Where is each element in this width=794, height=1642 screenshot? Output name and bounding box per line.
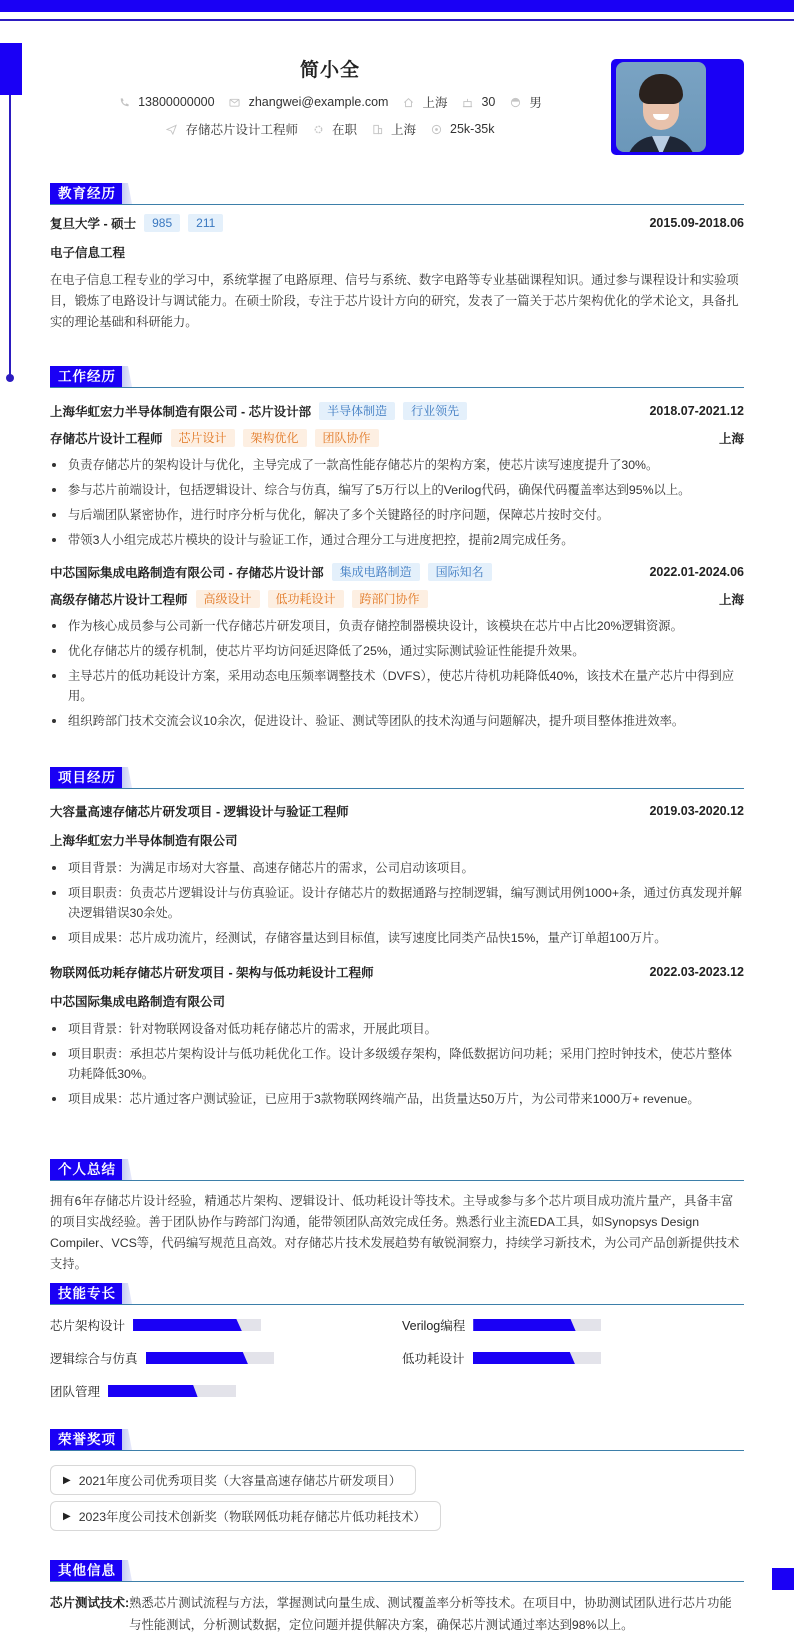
- company-tag: 集成电路制造: [332, 563, 420, 581]
- project-name: 物联网低功耗存储芯片研发项目 - 架构与低功耗设计工程师: [50, 966, 374, 980]
- contact-residence: [402, 93, 447, 111]
- intent-position-value: 存储芯片设计工程师: [185, 123, 298, 137]
- school-name: 复旦大学 - 硕士: [50, 217, 137, 231]
- school-tag: 211: [188, 214, 223, 232]
- section-title-tail: [122, 1429, 132, 1450]
- skill-item: [50, 1381, 402, 1401]
- skill-name: 逻辑综合与仿真: [50, 1352, 138, 1366]
- education-description: 在电子信息工程专业的学习中，系统掌握了电路原理、信号与系统、数字电路等专业基础课程知识。通过参与课程设计和实验项目，锻炼了电路设计与调试能力。在硕士阶段，专注于芯片设计方向的研究，发表了一篇关于芯片架构优化的学术论文，具备扎实的理论基础和科研能力。: [50, 273, 739, 329]
- work-date: 2018.07-2021.12: [649, 404, 744, 418]
- contact-age: [461, 95, 495, 109]
- section-title-tail: [122, 183, 132, 204]
- skill-item: [402, 1315, 744, 1335]
- intent-position: [165, 120, 298, 138]
- left-timeline-dot: [6, 374, 14, 382]
- award-item[interactable]: [50, 1465, 416, 1495]
- project-bullet: 项目职责：承担芯片架构设计与低功耗优化工作。设计多级缓存架构，降低数据访问功耗；采用门控时钟技术，使芯片整体功耗降低30%。: [50, 1044, 744, 1084]
- position-tag: 低功耗设计: [268, 590, 344, 608]
- work-date: 2022.01-2024.06: [649, 565, 744, 579]
- section-title: 项目经历: [50, 767, 124, 788]
- skill-item: [50, 1315, 402, 1335]
- other-info-text: 熟悉芯片测试流程与方法，掌握测试向量生成、测试覆盖率分析等技术。在项目中，协助测试团队进行芯片功能与性能测试，分析测试数据，定位问题并提供解决方案，确保芯片测试通过率达到98%以上。: [129, 1596, 732, 1632]
- intent-status: [312, 120, 357, 138]
- position-tag: 高级设计: [196, 590, 260, 608]
- contact-phone: [118, 95, 214, 109]
- project-date: 2022.03-2023.12: [649, 965, 744, 979]
- resume-header: [50, 56, 610, 139]
- section-title-tail: [122, 1159, 132, 1180]
- other-info-row: [50, 1592, 744, 1636]
- section-title: 教育经历: [50, 183, 124, 204]
- project-item: [50, 801, 744, 948]
- section-title: 技能专长: [50, 1283, 124, 1304]
- summary-section: [50, 1159, 744, 1275]
- section-title-tail: [122, 767, 132, 788]
- project-bullet: 项目职责：负责芯片逻辑设计与仿真验证。设计存储芯片的数据通路与控制逻辑，编写测试用例1000+条，通过仿真发现并解决逻辑错误30余处。: [50, 883, 744, 923]
- work-bullet: 组织跨部门技术交流会议10余次，促进设计、验证、测试等团队的技术沟通与问题解决，提升项目整体推进效率。: [50, 711, 744, 731]
- company-name: 上海华虹宏力半导体制造有限公司 - 芯片设计部: [50, 405, 312, 419]
- intent-salary-value: 25k-35k: [450, 122, 495, 136]
- section-title: 个人总结: [50, 1159, 124, 1180]
- work-location: 上海: [718, 432, 744, 446]
- project-section: [50, 767, 744, 1114]
- skill-name: 芯片架构设计: [50, 1319, 126, 1333]
- project-title-row: [50, 962, 744, 982]
- skill-bar: [108, 1385, 236, 1397]
- work-bullets: [50, 616, 744, 731]
- intent-row: [50, 119, 610, 139]
- skill-bar: [473, 1319, 601, 1331]
- summary-text: 拥有6年存储芯片设计经验，精通芯片架构、逻辑设计、低功耗设计等技术。主导或参与多个芯片项目成功流片量产，具备丰富的项目实战经验。善于团队协作与跨部门沟通，能带领团队高效完成任务。熟悉行业主流EDA工具，如Synopsys Design Compiler、VCS等，代码编写规范且高效。对存储芯片技术发展趋势有敏锐洞察力，持续学习新技术，为公司产品创新提供技术支持。: [50, 1194, 740, 1271]
- mail-icon: [229, 96, 241, 108]
- skill-item: [50, 1348, 402, 1368]
- award-text: 2023年度公司技术创新奖（物联网低功耗存储芯片低功耗技术）: [78, 1510, 426, 1524]
- residence-value: 上海: [422, 96, 448, 110]
- right-accent-block: [772, 1568, 794, 1590]
- company-name: 中芯国际集成电路制造有限公司 - 存储芯片设计部: [50, 566, 324, 580]
- building-icon: [371, 123, 383, 135]
- status-icon: [312, 123, 324, 135]
- triangle-right-icon: ▶: [63, 1510, 71, 1522]
- education-date: 2015.09-2018.06: [649, 216, 744, 230]
- contact-email: [229, 95, 389, 109]
- skills-section: [50, 1283, 744, 1401]
- section-title: 工作经历: [50, 366, 124, 387]
- work-position-row: [50, 428, 744, 448]
- top-accent-bar: [0, 0, 794, 12]
- project-date: 2019.03-2020.12: [649, 804, 744, 818]
- position-tag: 团队协作: [315, 429, 379, 447]
- project-bullet: 项目背景：为满足市场对大容量、高速存储芯片的需求，公司启动该项目。: [50, 858, 744, 878]
- work-item: [50, 562, 744, 731]
- intent-salary: [430, 122, 494, 136]
- company-tag: 行业领先: [403, 402, 467, 420]
- skill-bar-fill: [108, 1385, 198, 1397]
- company-tag: 国际知名: [428, 563, 492, 581]
- phone-value: 13800000000: [138, 95, 215, 109]
- section-title-tail: [122, 1560, 132, 1581]
- skill-name: Verilog编程: [402, 1319, 466, 1333]
- project-bullet: 项目成果：芯片通过客户测试验证，已应用于3款物联网终端产品，出货量达50万片，为公司带来1000万+ revenue。: [50, 1089, 744, 1109]
- work-bullet: 优化存储芯片的缓存机制，使芯片平均访问延迟降低了25%，通过实际测试验证性能提升效果。: [50, 641, 744, 661]
- skill-bar-fill: [146, 1352, 248, 1364]
- phone-icon: [118, 96, 130, 108]
- section-header: [50, 1429, 744, 1451]
- send-icon: [165, 123, 177, 135]
- section-header: [50, 1560, 744, 1582]
- other-section: [50, 1560, 744, 1636]
- project-company: 上海华虹宏力半导体制造有限公司: [50, 834, 238, 848]
- work-bullet: 主导芯片的低功耗设计方案，采用动态电压频率调整技术（DVFS），使芯片待机功耗降低40%，该技术在量产芯片中得到应用。: [50, 666, 744, 706]
- section-header: [50, 1283, 744, 1305]
- major-row: [50, 242, 744, 262]
- skills-grid: [50, 1315, 744, 1401]
- gender-value: 男: [529, 96, 542, 110]
- education-section: [50, 183, 744, 333]
- work-bullet: 参与芯片前端设计，包括逻辑设计、综合与仿真，编写了5万行以上的Verilog代码，确保代码覆盖率达到95%以上。: [50, 480, 744, 500]
- other-info-label: 芯片测试技术:: [50, 1596, 130, 1610]
- contact-gender: [509, 93, 542, 111]
- awards-section: [50, 1429, 744, 1537]
- home-icon: [402, 96, 414, 108]
- position-name: 高级存储芯片设计工程师: [50, 593, 188, 607]
- photo-frame: [611, 59, 744, 155]
- work-section: [50, 366, 744, 736]
- intent-city: [371, 120, 416, 138]
- work-location: 上海: [718, 593, 744, 607]
- triangle-right-icon: ▶: [63, 1474, 71, 1486]
- position-tag: 架构优化: [243, 429, 307, 447]
- project-company-row: [50, 991, 744, 1011]
- school-tag: 985: [144, 214, 180, 232]
- intent-status-value: 在职: [332, 123, 358, 137]
- skill-item: [402, 1348, 744, 1368]
- project-company-row: [50, 830, 744, 850]
- work-bullet: 与后端团队紧密协作，进行时序分析与优化，解决了多个关键路径的时序问题，保障芯片按时交付。: [50, 505, 744, 525]
- candidate-name: 简小全: [299, 60, 360, 81]
- work-position-row: [50, 589, 744, 609]
- section-title-tail: [122, 366, 132, 387]
- skill-bar-fill: [473, 1319, 575, 1331]
- position-tag: 跨部门协作: [352, 590, 428, 608]
- age-value: 30: [481, 95, 496, 109]
- skill-bar-fill: [133, 1319, 242, 1331]
- awards-list: [50, 1465, 744, 1537]
- project-bullets: [50, 1019, 744, 1109]
- project-title-row: [50, 801, 744, 821]
- section-title: 其他信息: [50, 1560, 124, 1581]
- skill-bar: [473, 1352, 601, 1364]
- email-value: zhangwei@example.com: [248, 95, 389, 109]
- section-header: [50, 183, 744, 205]
- major: 电子信息工程: [50, 246, 126, 260]
- section-header: [50, 366, 744, 388]
- project-bullets: [50, 858, 744, 948]
- section-title-tail: [122, 1283, 132, 1304]
- project-bullet: 项目成果：芯片成功流片，经测试，存储容量达到目标值，读写速度比同类产品快15%，量产订单超100万片。: [50, 928, 744, 948]
- section-header: [50, 1159, 744, 1181]
- skill-name: 低功耗设计: [402, 1352, 465, 1366]
- skill-bar: [146, 1352, 274, 1364]
- work-bullets: [50, 455, 744, 550]
- work-bullet: 负责存储芯片的架构设计与优化，主导完成了一款高性能存储芯片的架构方案，使芯片读写速度提升了30%。: [50, 455, 744, 475]
- left-accent-block: [0, 43, 22, 95]
- work-item: [50, 401, 744, 550]
- position-tag: 芯片设计: [171, 429, 235, 447]
- work-bullet: 作为核心成员参与公司新一代存储芯片研发项目，负责存储控制器模块设计，该模块在芯片中占比20%逻辑资源。: [50, 616, 744, 636]
- left-timeline-line: [9, 95, 11, 377]
- award-item[interactable]: [50, 1501, 441, 1531]
- skill-bar: [133, 1319, 261, 1331]
- project-bullet: 项目背景：针对物联网设备对低功耗存储芯片的需求，开展此项目。: [50, 1019, 744, 1039]
- project-item: [50, 962, 744, 1109]
- project-company: 中芯国际集成电路制造有限公司: [50, 995, 226, 1009]
- skill-bar-fill: [473, 1352, 575, 1364]
- top-accent-line: [0, 19, 794, 21]
- award-text: 2021年度公司优秀项目奖（大容量高速存储芯片研发项目）: [78, 1474, 402, 1488]
- project-name: 大容量高速存储芯片研发项目 - 逻辑设计与验证工程师: [50, 805, 349, 819]
- section-title: 荣誉奖项: [50, 1429, 124, 1450]
- skill-name: 团队管理: [50, 1385, 101, 1399]
- avatar-photo: [616, 62, 706, 152]
- salary-icon: [430, 123, 442, 135]
- contact-row: [50, 92, 610, 112]
- work-bullet: 带领3人小组完成芯片模块的设计与验证工作，通过合理分工与进度把控，提前2周完成任务。: [50, 530, 744, 550]
- education-row: [50, 213, 744, 233]
- gender-icon: [509, 96, 521, 108]
- age-icon: [461, 96, 473, 108]
- work-company-row: [50, 401, 744, 421]
- company-tag: 半导体制造: [319, 402, 395, 420]
- section-header: [50, 767, 744, 789]
- position-name: 存储芯片设计工程师: [50, 432, 163, 446]
- work-company-row: [50, 562, 744, 582]
- intent-city-value: 上海: [391, 123, 417, 137]
